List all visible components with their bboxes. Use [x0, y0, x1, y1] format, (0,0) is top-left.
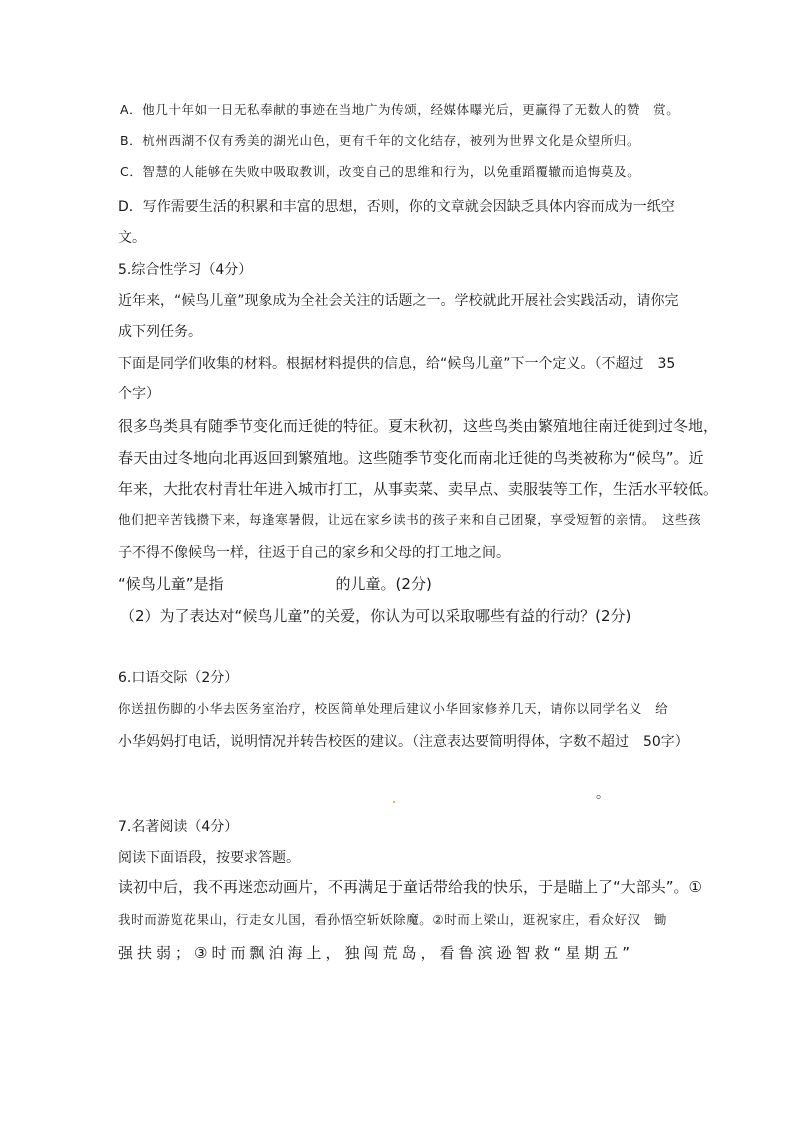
question-5-task1-line1: 下面是同学们收集的材料。根据材料提供的信息，给“候鸟儿童”下一个定义。（不超过 35 — [118, 356, 676, 372]
passage-line2: 我时而游览花果山，行走女儿国，看孙悟空斩妖除魔。②时而上梁山，逛祝家庄，看众好汉 锄 — [118, 912, 667, 927]
answer-line-end: 。 — [596, 786, 610, 802]
material-line3: 年来，大批农村青壮年进入城市打工，从事卖菜、卖早点、卖服装等工作，生活水平较低。 — [118, 480, 719, 498]
question-5-intro-line1: 近年来，“候鸟儿童”现象成为全社会关注的话题之一。学校就此开展社会实践活动，请你完 — [118, 293, 679, 309]
option-a: A．他几十年如一日无私奉献的事迹在当地广为传颂，经媒体曝光后，更赢得了无数人的赞 赏。 — [120, 102, 680, 117]
question-5-task2: （2）为了表达对“候鸟儿童”的关爱，你认为可以采取哪些有益的行动？(2分) — [120, 607, 632, 625]
material-line1: 很多鸟类具有随季节变化而迁徙的特征。夏末秋初，这些鸟类由繁殖地往南迁徙到过冬地， — [118, 417, 719, 435]
material-line4: 他们把辛苦钱攒下来，每逢寒暑假，让远在家乡读书的孩子来和自己团聚，享受短暂的亲情。 这些孩 — [118, 512, 702, 527]
option-b: B．杭州西湖不仅有秀美的湖光山色，更有千年的文化结存，被列为世界文化是众望所归。 — [120, 133, 641, 148]
question-7-instruction: 阅读下面语段，按要求答题。 — [118, 850, 300, 866]
option-d-line2: 文。 — [118, 230, 146, 246]
definition-line — [118, 577, 432, 592]
question-6-line1: 你送扭伤脚的小华去医务室治疗，校医简单处理后建议小华回家修养几天，请你以同学名义 给 — [118, 701, 669, 716]
question-7-heading: 7.名著阅读（4分） — [118, 819, 239, 835]
question-6-heading: 6.口语交际（2分） — [118, 670, 239, 686]
material-line5: 子不得不像候鸟一样，往返于自己的家乡和父母的打工地之间。 — [118, 545, 510, 561]
stray-dot — [393, 801, 395, 803]
definition-suffix: 的儿童。(2分) — [335, 575, 432, 593]
option-c: C．智慧的人能够在失败中吸取教训，改变自己的思维和行为，以免重蹈覆辙而追悔莫及。 — [120, 164, 641, 179]
material-line2: 春天由过冬地向北再返回到繁殖地。这些随季节变化而南北迁徙的鸟类被称为“候鸟”。近 — [118, 449, 704, 467]
question-5-intro-line2: 成下列任务。 — [118, 324, 202, 340]
question-6-line2: 小华妈妈打电话，说明情况并转告校医的建议。（注意表达要简明得体，字数不超过 50字） — [118, 734, 689, 750]
passage-line3: 强扶弱；③时而飘泊海上，独闯荒岛，看鲁滨逊智救“星期五” — [118, 944, 634, 962]
option-d-line1: D．写作需要生活的积累和丰富的思想，否则，你的文章就会因缺乏具体内容而成为一纸空 — [118, 199, 675, 215]
question-5-heading: 5.综合性学习（4分） — [118, 262, 253, 278]
definition-prefix: “候鸟儿童”是指 — [118, 575, 224, 593]
question-5-task1-line2: 个字） — [118, 386, 160, 402]
passage-line1: 读初中后，我不再迷恋动画片，不再满足于童话带给我的快乐，于是瞄上了“大部头”。① — [118, 878, 702, 896]
